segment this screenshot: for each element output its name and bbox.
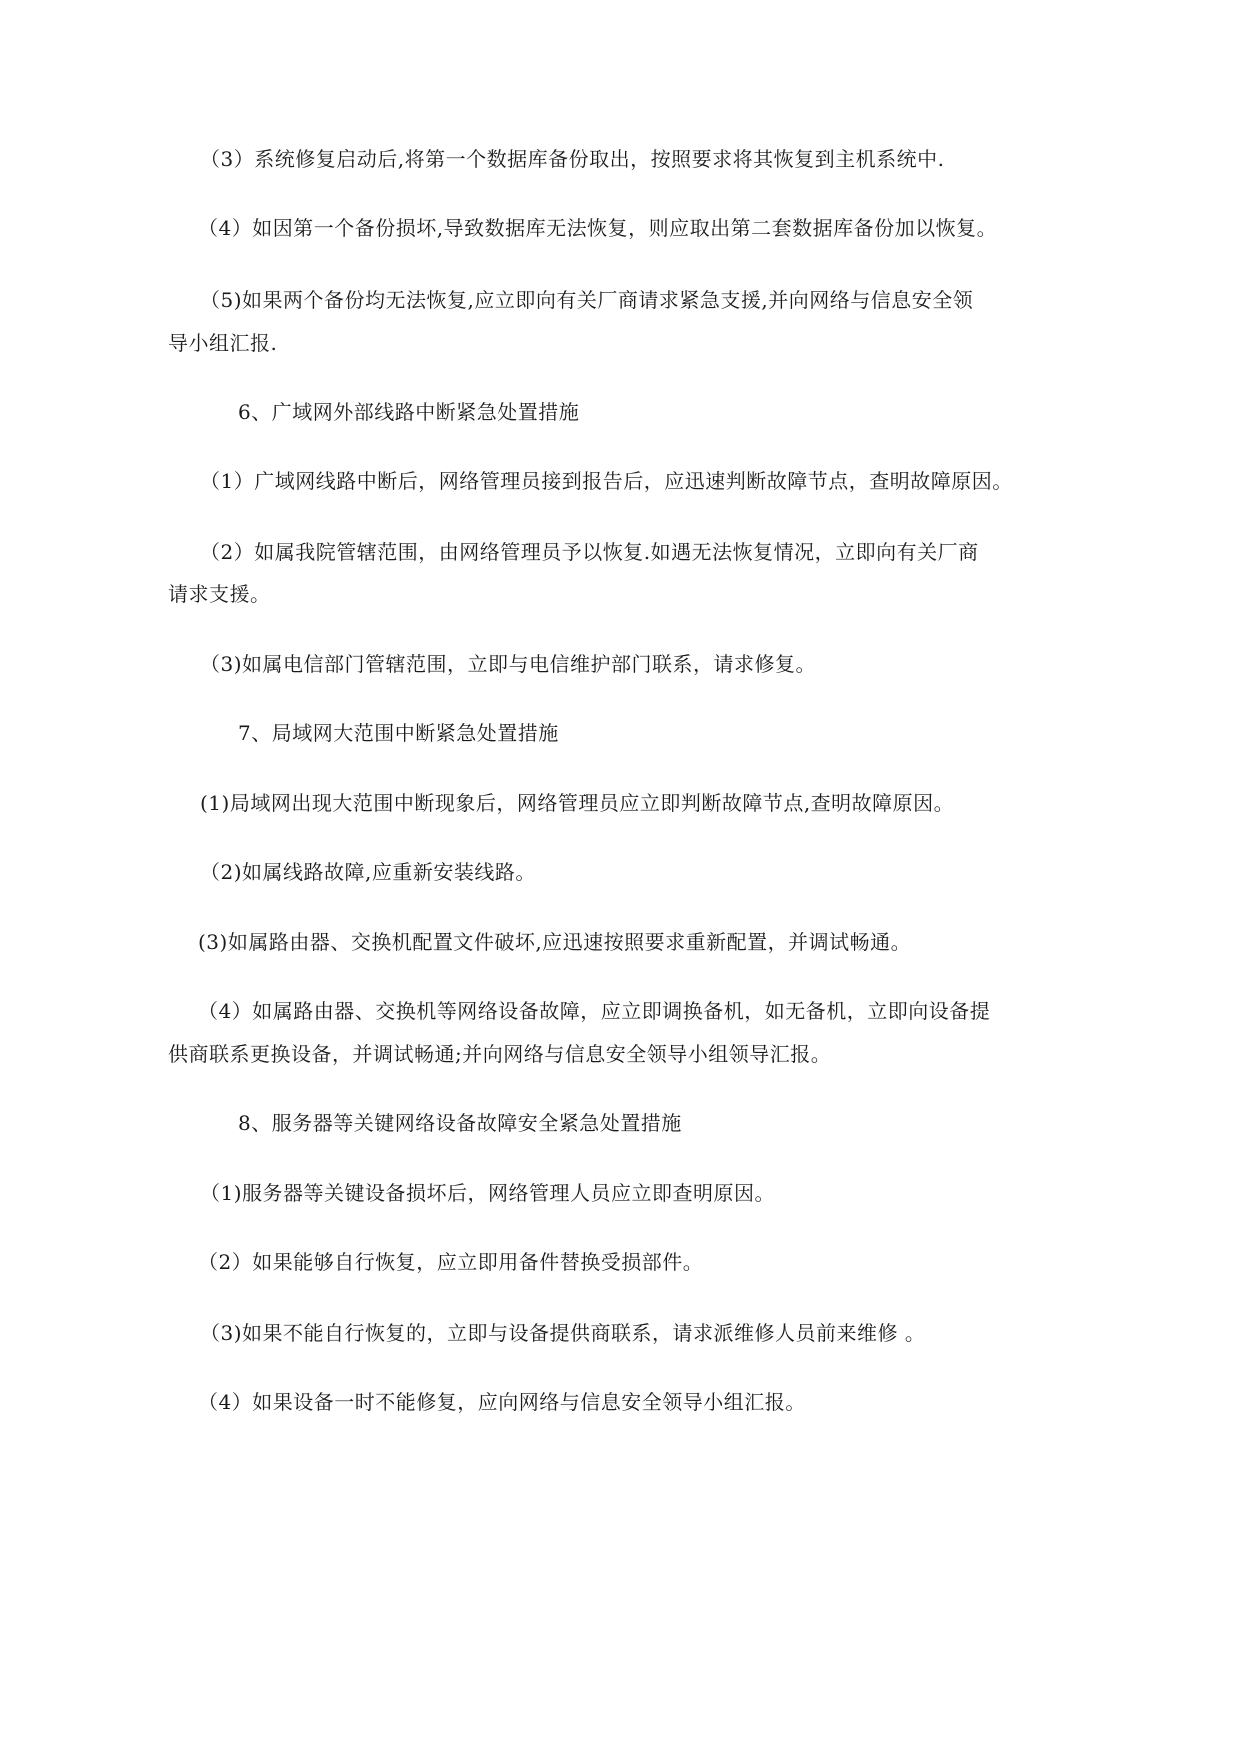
section-heading-6: 6、广域网外部线路中断紧急处置措施 bbox=[238, 400, 580, 424]
paragraph-db-restore-3: （3）系统修复启动后,将第一个数据库备份取出，按照要求将其恢复到主机系统中. bbox=[200, 147, 945, 171]
paragraph-server-4: （4）如果设备一时不能修复，应向网络与信息安全领导小组汇报。 bbox=[198, 1390, 806, 1414]
paragraph-db-restore-5: （5)如果两个备份均无法恢复,应立即向有关厂商请求紧急支援,并向网络与信息安全领 bbox=[200, 288, 974, 312]
paragraph-lan-3: (3)如属路由器、交换机配置文件破坏,应迅速按照要求重新配置，并调试畅通。 bbox=[198, 930, 912, 954]
section-heading-8: 8、服务器等关键网络设备故障安全紧急处置措施 bbox=[238, 1111, 682, 1135]
paragraph-server-3: （3)如果不能自行恢复的，立即与设备提供商联系，请求派维修人员前来维修 。 bbox=[200, 1321, 926, 1345]
paragraph-server-2: （2）如果能够自行恢复，应立即用备件替换受损部件。 bbox=[198, 1250, 704, 1274]
paragraph-lan-4: （4）如属路由器、交换机等网络设备故障，应立即调换备机，如无备机，立即向设备提 bbox=[198, 999, 991, 1023]
paragraph-server-1: （1)服务器等关键设备损坏后，网络管理人员应立即查明原因。 bbox=[200, 1181, 776, 1205]
paragraph-lan-2: （2)如属线路故障,应重新安装线路。 bbox=[200, 860, 536, 884]
paragraph-wan-2: （2）如属我院管辖范围，由网络管理员予以恢复.如遇无法恢复情况，立即向有关厂商 bbox=[200, 540, 979, 564]
paragraph-lan-1: (1)局域网出现大范围中断现象后，网络管理员应立即判断故障节点,查明故障原因。 bbox=[200, 791, 955, 815]
paragraph-wan-3: （3)如属电信部门管辖范围，立即与电信维护部门联系，请求修复。 bbox=[200, 652, 817, 676]
paragraph-lan-4-cont: 供商联系更换设备，并调试畅通;并向网络与信息安全领导小组领导汇报。 bbox=[168, 1042, 832, 1066]
paragraph-db-restore-4: （4）如因第一个备份损坏,导致数据库无法恢复，则应取出第二套数据库备份加以恢复。 bbox=[198, 216, 998, 240]
paragraph-wan-2-cont: 请求支援。 bbox=[168, 582, 271, 606]
section-heading-7: 7、局域网大范围中断紧急处置措施 bbox=[238, 721, 559, 745]
paragraph-db-restore-5-cont: 导小组汇报. bbox=[168, 331, 278, 355]
paragraph-wan-1: （1）广域网线路中断后，网络管理员接到报告后，应迅速判断故障节点，查明故障原因。 bbox=[200, 469, 1013, 493]
